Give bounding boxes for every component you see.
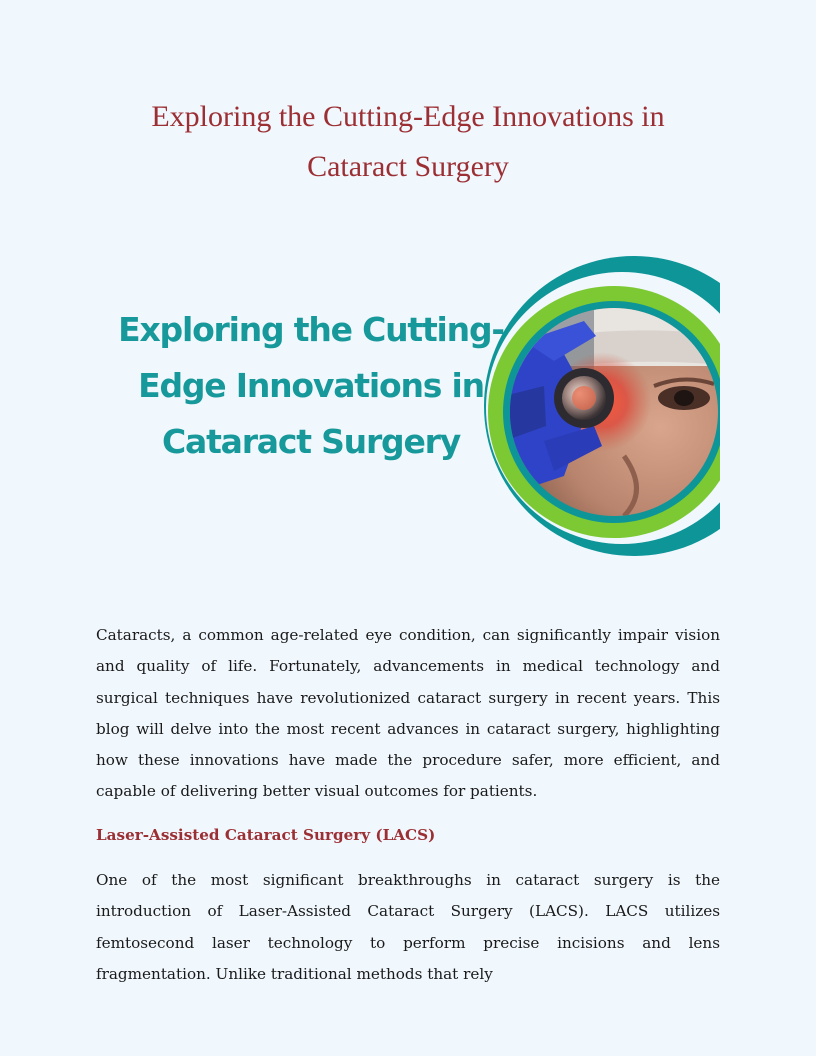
- banner-heading-line-1: Exploring the Cutting-: [118, 310, 504, 349]
- section-heading: Laser-Assisted Cataract Surgery (LACS): [96, 826, 436, 844]
- banner-heading-line-2: Edge Innovations in: [138, 366, 484, 405]
- eye-exam-photo: [484, 226, 720, 564]
- document-title: [0, 92, 816, 192]
- banner-heading: [116, 302, 506, 470]
- banner-image: [96, 226, 720, 564]
- document-title-line-1: Exploring the Cutting-Edge Innovations in: [151, 100, 665, 133]
- intro-paragraph: Cataracts, a common age-related eye condition, can significantly impair vision and quality of life. Fortunately, advancements in medical technology and surgical techniques have revolutionized cataract surgery in recent years. This blog will delve into the most recent advances in cataract surgery, highlighting how these innovations have made the procedure safer, more efficient, and capable of delivering better visual outcomes for patients.: [96, 626, 720, 801]
- section-paragraph: One of the most significant breakthroughs in cataract surgery is the introduction of Laser-Assisted Cataract Surgery (LACS). LACS utilizes femtosecond laser technology to perform precise incisions and lens fragmentation. Unlike traditional methods that rely: [96, 871, 720, 983]
- document-title-line-2: Cataract Surgery: [307, 150, 509, 183]
- banner-heading-line-3: Cataract Surgery: [161, 422, 461, 461]
